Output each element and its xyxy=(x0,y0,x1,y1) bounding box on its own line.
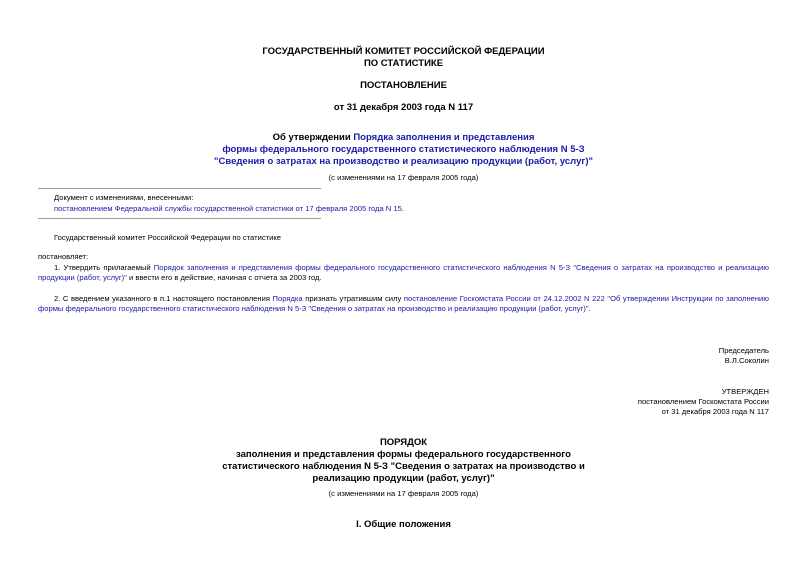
procedure-line-3: реализацию продукции (работ, услуг)" xyxy=(312,473,495,484)
signature-name: В.Л.Соколин xyxy=(724,356,769,365)
changes-suffix: . xyxy=(401,204,404,213)
item-2-after: . xyxy=(588,304,591,313)
committee-heading xyxy=(0,46,807,70)
revision-note: (с изменениями на 17 февраля 2005 года) xyxy=(328,173,479,182)
changes-divider-top xyxy=(38,188,321,189)
approval-block xyxy=(469,387,769,417)
preamble: Государственный комитет Российской Федерации по статистике xyxy=(54,233,281,242)
item-1-link[interactable]: Порядок заполнения и представления формы федерального государственного статистического наблюдения N 5-З "Сведения о затратах на производство и реализацию продукции (работ, услуг)" xyxy=(38,263,769,282)
signature-block xyxy=(469,346,769,366)
procedure-title: ПОРЯДОК xyxy=(379,437,428,448)
section-1-heading: I. Общие положения xyxy=(356,519,451,530)
title-link-line-1[interactable]: Порядка заполнения и представления xyxy=(353,132,535,143)
changes-entry xyxy=(54,204,404,214)
resolves: постановляет: xyxy=(38,252,89,261)
committee-line-2: ПО СТАТИСТИКЕ xyxy=(363,58,444,69)
procedure-line-2: статистического наблюдения N 5-З "Сведения о затратах на производство и xyxy=(222,461,585,472)
item-1-before: 1. Утвердить прилагаемый xyxy=(54,263,154,272)
procedure-line-1: заполнения и представления формы федерального государственного xyxy=(236,449,571,460)
procedure-revision-note: (с изменениями на 17 февраля 2005 года) xyxy=(328,489,479,498)
signature-role: Председатель xyxy=(718,346,769,355)
approval-line-2: постановлением Госкомстата России xyxy=(637,397,769,406)
doc-type: ПОСТАНОВЛЕНИЕ xyxy=(360,80,447,91)
changes-label: Документ с изменениями, внесенными: xyxy=(54,193,194,202)
changes-link[interactable]: постановлением Федеральной службы государственной статистики от 17 февраля 2005 года N 15 xyxy=(54,204,402,213)
item-1-after: и ввести его в действие, начиная с отчета за 2003 год. xyxy=(126,273,322,282)
doc-date-number: от 31 декабря 2003 года N 117 xyxy=(333,102,474,113)
item-2-mid: признать утратившим силу xyxy=(302,294,404,303)
document-title xyxy=(0,132,807,168)
title-prefix: Об утверждении xyxy=(272,132,354,143)
title-link-line-3[interactable]: "Сведения о затратах на производство и реализацию продукции (работ, услуг)" xyxy=(214,156,593,167)
changes-divider-bottom xyxy=(38,218,321,219)
item-2-link-resolution[interactable]: постановление Госкомстата России от 24.12.2002 N 222 "Об утверждении Инструкции по заполнению формы федерального государственного статистического наблюдения N 5-З "Сведения о затратах на производство и реализацию продукции (работ, услуг)" xyxy=(38,294,769,313)
item-2 xyxy=(38,294,769,314)
committee-line-1: ГОСУДАРСТВЕННЫЙ КОМИТЕТ РОССИЙСКОЙ ФЕДЕРАЦИИ xyxy=(262,46,545,57)
item-2-link-procedure[interactable]: Порядка xyxy=(272,294,303,303)
approval-line-1: УТВЕРЖДЕН xyxy=(721,387,769,396)
item-2-before: 2. С введением указанного в п.1 настоящего постановления xyxy=(54,294,273,303)
approval-line-3: от 31 декабря 2003 года N 117 xyxy=(661,407,769,416)
procedure-heading xyxy=(0,437,807,485)
item-1 xyxy=(38,263,769,283)
title-link-line-2[interactable]: формы федерального государственного статистического наблюдения N 5-З xyxy=(222,144,585,155)
